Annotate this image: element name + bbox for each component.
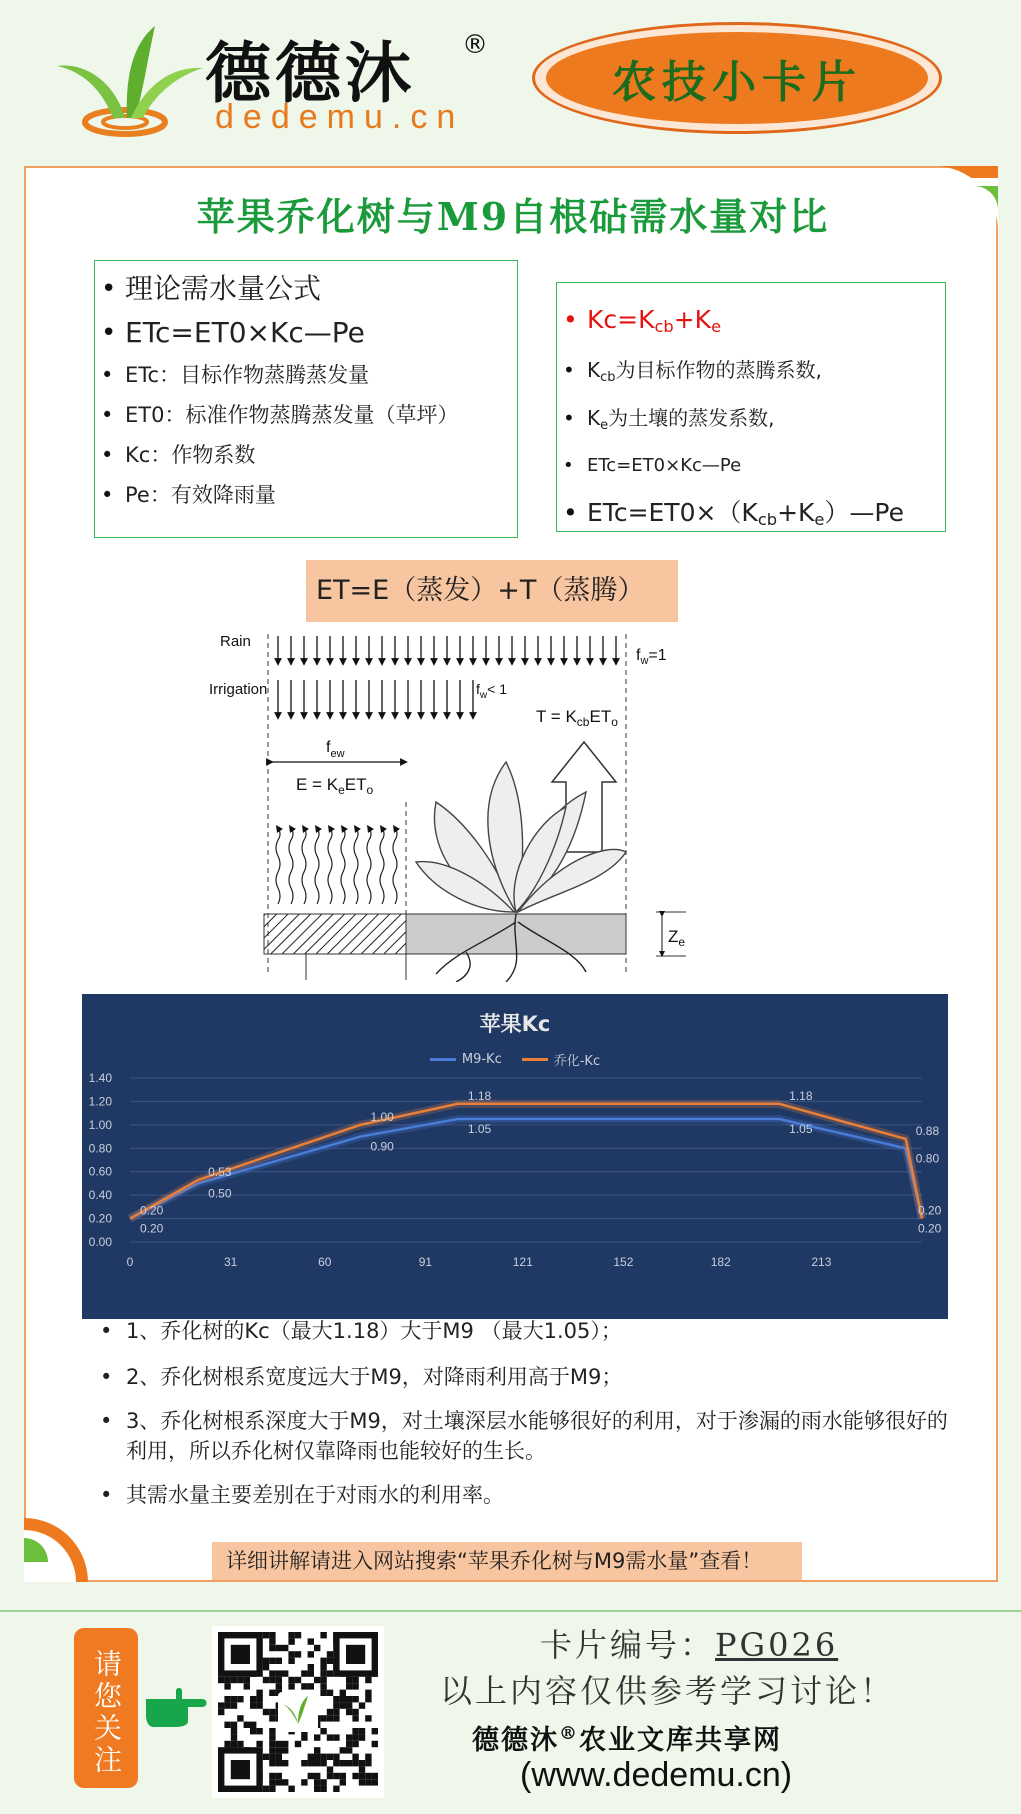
qr-module xyxy=(224,1702,230,1708)
qr-module xyxy=(320,1754,326,1760)
ke-description: • $K_e$为土壤的蒸发系数, xyxy=(557,398,945,446)
y-tick-label: 1.20 xyxy=(88,1094,112,1109)
qr-module xyxy=(333,1773,339,1779)
corner-leaf-icon xyxy=(24,1518,88,1582)
brand-logo-icon xyxy=(55,22,205,140)
qr-module xyxy=(314,1645,320,1651)
qr-module xyxy=(269,1779,275,1785)
qr-module xyxy=(256,1728,262,1734)
data-label: 0.80 xyxy=(915,1151,940,1166)
qr-module xyxy=(333,1715,339,1721)
list-item: • ETc=ET0×Kc—Pe xyxy=(95,311,517,355)
qr-module xyxy=(256,1702,262,1708)
qr-module xyxy=(231,1741,237,1747)
data-label: 0.53 xyxy=(208,1164,232,1179)
qr-module xyxy=(263,1664,269,1670)
qr-module xyxy=(346,1741,352,1747)
qr-module xyxy=(308,1760,314,1766)
qr-module xyxy=(282,1747,288,1753)
qr-module xyxy=(244,1722,250,1728)
qr-module xyxy=(346,1683,352,1689)
pointing-hand-icon xyxy=(142,1685,208,1729)
qr-module xyxy=(340,1747,346,1753)
qr-module xyxy=(352,1760,358,1766)
qr-module xyxy=(359,1766,365,1772)
qr-module xyxy=(372,1773,378,1779)
site-url[interactable]: (www.dedemu.cn) xyxy=(520,1756,793,1794)
qr-module xyxy=(333,1734,339,1740)
qr-module xyxy=(237,1715,243,1721)
irrigation-label: Irrigation xyxy=(209,681,268,698)
evaporation-squiggle xyxy=(354,828,358,904)
data-label: 1.18 xyxy=(789,1088,813,1103)
data-label: 0.90 xyxy=(370,1139,394,1154)
qr-module xyxy=(276,1741,282,1747)
qr-module xyxy=(256,1741,262,1747)
qr-module xyxy=(276,1773,282,1779)
header xyxy=(0,0,1021,160)
qr-module xyxy=(250,1696,256,1702)
qr-module xyxy=(244,1683,250,1689)
legend-item-standard: 乔化-Kc xyxy=(522,1050,600,1069)
qr-module xyxy=(352,1734,358,1740)
qr-module xyxy=(346,1696,352,1702)
qr-module xyxy=(276,1747,282,1753)
qr-module xyxy=(365,1690,371,1696)
qr-module xyxy=(365,1760,371,1766)
qr-module xyxy=(269,1786,275,1792)
evaporation-squiggle xyxy=(367,828,371,904)
qr-module xyxy=(314,1773,320,1779)
qr-module xyxy=(282,1779,288,1785)
qr-module xyxy=(327,1773,333,1779)
fw-equals-1-label: $f_w=1$ xyxy=(636,647,667,667)
card-title: 苹果乔化树与M9自根砧需水量对比 xyxy=(196,194,830,239)
x-tick-label: 182 xyxy=(710,1255,731,1269)
qr-module xyxy=(327,1709,333,1715)
list-item: • 理论需水量公式 xyxy=(95,267,517,311)
data-label: 0.20 xyxy=(918,1203,942,1218)
evaporation-squiggle xyxy=(380,828,384,904)
x-tick-label: 31 xyxy=(223,1255,238,1269)
data-label: 1.05 xyxy=(467,1122,492,1136)
qr-module xyxy=(231,1696,237,1702)
qr-module xyxy=(314,1747,320,1753)
qr-module xyxy=(327,1658,333,1664)
qr-module xyxy=(295,1632,301,1638)
qr-module xyxy=(346,1747,352,1753)
qr-module xyxy=(333,1696,339,1702)
qr-module xyxy=(301,1760,307,1766)
qr-module xyxy=(282,1741,288,1747)
qr-module xyxy=(365,1754,371,1760)
data-label: 0.50 xyxy=(208,1186,232,1201)
qr-module xyxy=(320,1632,326,1638)
evaporation-squiggle xyxy=(289,828,293,904)
qr-module xyxy=(288,1658,294,1664)
qr-module xyxy=(276,1645,282,1651)
rain-arrows xyxy=(278,636,616,662)
qr-module xyxy=(269,1760,275,1766)
qr-module xyxy=(314,1754,320,1760)
legend-item-m9: M9-Kc xyxy=(430,1050,502,1069)
qr-module xyxy=(327,1734,333,1740)
qr-module xyxy=(269,1709,275,1715)
qr-module xyxy=(269,1773,275,1779)
qr-module xyxy=(263,1677,269,1683)
qr-module xyxy=(372,1728,378,1734)
qr-module xyxy=(359,1702,365,1708)
fw-less-1-label: $f_w< 1$ xyxy=(476,681,507,701)
qr-module xyxy=(327,1715,333,1721)
qr-module xyxy=(269,1690,275,1696)
qr-code[interactable] xyxy=(212,1626,384,1798)
qr-module xyxy=(269,1632,275,1638)
qr-module xyxy=(276,1754,282,1760)
irrigation-arrows xyxy=(278,680,473,716)
qr-module xyxy=(320,1715,326,1721)
qr-module xyxy=(352,1715,358,1721)
t-formula-label: $T = K_{cb}ET_o$ xyxy=(536,707,618,729)
qr-module xyxy=(276,1760,282,1766)
qr-module xyxy=(340,1773,346,1779)
qr-module xyxy=(333,1786,339,1792)
qr-module xyxy=(320,1670,326,1676)
qr-module xyxy=(276,1779,282,1785)
qr-module xyxy=(359,1773,365,1779)
qr-module xyxy=(263,1754,269,1760)
qr-module xyxy=(365,1677,371,1683)
qr-module xyxy=(250,1702,256,1708)
qr-module xyxy=(288,1638,294,1644)
qr-module xyxy=(308,1651,314,1657)
qr-module xyxy=(352,1677,358,1683)
qr-module xyxy=(359,1779,365,1785)
qr-module xyxy=(231,1677,237,1683)
qr-module xyxy=(301,1670,307,1676)
y-tick-label: 0.40 xyxy=(88,1188,112,1203)
x-tick-label: 91 xyxy=(418,1255,433,1269)
registered-mark: ® xyxy=(462,30,488,60)
data-label: 0.20 xyxy=(140,1221,164,1236)
qr-module xyxy=(269,1715,275,1721)
qr-module xyxy=(340,1696,346,1702)
qr-logo-bg xyxy=(278,1692,318,1732)
qr-module xyxy=(352,1683,358,1689)
qr-module xyxy=(365,1715,371,1721)
qr-module xyxy=(231,1728,237,1734)
qr-module xyxy=(263,1709,269,1715)
kc-chart xyxy=(82,994,948,1319)
qr-module xyxy=(352,1696,358,1702)
qr-module xyxy=(224,1741,230,1747)
qr-module xyxy=(244,1677,250,1683)
info-card xyxy=(24,166,998,1582)
qr-finder xyxy=(346,1645,365,1664)
qr-module xyxy=(231,1734,237,1740)
qr-module xyxy=(320,1658,326,1664)
evaporation-squiggle xyxy=(328,828,332,904)
data-label: 1.00 xyxy=(370,1109,394,1124)
qr-module xyxy=(340,1779,346,1785)
qr-module xyxy=(250,1722,256,1728)
qr-module xyxy=(301,1779,307,1785)
x-tick-label: 121 xyxy=(512,1255,533,1269)
qr-module xyxy=(333,1754,339,1760)
evaporation-squiggle xyxy=(302,828,306,904)
list-item: • Kc：作物系数 xyxy=(95,435,517,475)
qr-module xyxy=(224,1683,230,1689)
kcb-description: • $K_{cb}$为目标作物的蒸腾系数, xyxy=(557,350,945,398)
kc-line-chart xyxy=(82,994,948,1319)
qr-module xyxy=(263,1658,269,1664)
qr-module xyxy=(224,1696,230,1702)
qr-module xyxy=(346,1702,352,1708)
qr-module xyxy=(314,1786,320,1792)
evaporation-squiggles xyxy=(276,828,397,904)
qr-module xyxy=(320,1779,326,1785)
qr-module xyxy=(288,1786,294,1792)
data-label: 1.05 xyxy=(789,1122,813,1136)
qr-module xyxy=(320,1677,326,1683)
qr-module xyxy=(269,1645,275,1651)
brand-name: 德德沐 xyxy=(205,35,415,112)
y-tick-label: 1.00 xyxy=(88,1117,112,1132)
qr-module xyxy=(269,1728,275,1734)
formula-box xyxy=(94,260,518,538)
qr-module xyxy=(269,1670,275,1676)
qr-module xyxy=(256,1690,262,1696)
qr-module xyxy=(327,1690,333,1696)
qr-module xyxy=(276,1683,282,1689)
kc-formula: • $Kc=K_{cb}+K_e$ xyxy=(557,297,945,350)
y-tick-label: 0.20 xyxy=(88,1211,112,1226)
qr-module xyxy=(269,1734,275,1740)
qr-module xyxy=(250,1728,256,1734)
qr-module xyxy=(224,1722,230,1728)
qr-module xyxy=(320,1690,326,1696)
data-label: 0.20 xyxy=(918,1221,942,1236)
data-label: 0.88 xyxy=(915,1123,940,1138)
qr-module xyxy=(314,1734,320,1740)
qr-module xyxy=(346,1760,352,1766)
qr-module xyxy=(269,1747,275,1753)
qr-module xyxy=(346,1677,352,1683)
qr-module xyxy=(308,1683,314,1689)
evaporation-squiggle xyxy=(315,828,319,904)
qr-module xyxy=(365,1696,371,1702)
qr-module xyxy=(276,1670,282,1676)
note-item: • 1、乔化树的Kc（最大1.18）大于M9 （最大1.05）； xyxy=(86,1316,966,1346)
qr-module xyxy=(295,1677,301,1683)
search-hint-banner: 详细讲解请进入网站搜索“苹果乔化树与M9需水量”查看！ xyxy=(212,1542,802,1580)
qr-module xyxy=(237,1677,243,1683)
qr-module xyxy=(365,1779,371,1785)
qr-module xyxy=(269,1638,275,1644)
ze-label: $Z_e$ xyxy=(668,927,686,949)
note-item: • 3、乔化树根系深度大于M9，对土壤深层水能够很好的利用，对于渗漏的雨水能够很好的利用，所以乔化树仅靠降雨也能较好的生长。 xyxy=(86,1406,966,1466)
qr-module xyxy=(301,1734,307,1740)
qr-module xyxy=(308,1664,314,1670)
qr-module xyxy=(237,1696,243,1702)
qr-module xyxy=(276,1677,282,1683)
y-tick-label: 0.00 xyxy=(88,1235,112,1249)
qr-module xyxy=(263,1786,269,1792)
qr-module xyxy=(327,1754,333,1760)
qr-module xyxy=(288,1677,294,1683)
qr-module xyxy=(320,1786,326,1792)
note-item: • 2、乔化树根系宽度远大于M9，对降雨利用高于M9； xyxy=(86,1362,966,1392)
qr-module xyxy=(308,1773,314,1779)
evaporation-squiggle xyxy=(276,828,280,904)
follow-us-label: 请您关注 xyxy=(74,1628,138,1788)
qr-finder xyxy=(231,1645,250,1664)
qr-module xyxy=(346,1709,352,1715)
data-label: 0.20 xyxy=(140,1203,164,1218)
y-tick-label: 1.40 xyxy=(88,1071,112,1085)
etc-expanded-formula: • $ETc=ET0\times(K_{cb}+K_e)—Pe$ xyxy=(557,486,945,547)
qr-module xyxy=(320,1728,326,1734)
qr-module xyxy=(308,1754,314,1760)
qr-module xyxy=(314,1677,320,1683)
qr-module xyxy=(340,1760,346,1766)
qr-module xyxy=(288,1632,294,1638)
qr-module xyxy=(320,1760,326,1766)
qr-module xyxy=(340,1702,346,1708)
qr-module xyxy=(327,1651,333,1657)
kc-formula-box xyxy=(556,282,946,532)
et-formula-banner: ET=E（蒸发）+T（蒸腾） xyxy=(306,560,678,622)
rain-label: Rain xyxy=(220,633,251,650)
qr-module xyxy=(320,1664,326,1670)
qr-module xyxy=(352,1741,358,1747)
qr-module xyxy=(327,1766,333,1772)
x-tick-label: 152 xyxy=(613,1255,634,1269)
qr-module xyxy=(372,1779,378,1785)
few-label: $f_{ew}$ xyxy=(326,739,345,760)
x-tick-label: 213 xyxy=(811,1255,832,1269)
qr-module xyxy=(218,1709,224,1715)
note-item: • 其需水量主要差别在于对雨水的利用率。 xyxy=(86,1480,966,1510)
evaporation-squiggle xyxy=(393,828,397,904)
qr-module xyxy=(269,1754,275,1760)
qr-module xyxy=(269,1677,275,1683)
qr-module xyxy=(224,1677,230,1683)
list-item: • ETc：目标作物蒸腾蒸发量 xyxy=(95,355,517,395)
chart-title: 苹果Kc xyxy=(479,1012,551,1036)
qr-module xyxy=(263,1632,269,1638)
legend-swatch xyxy=(430,1058,456,1061)
qr-module xyxy=(340,1690,346,1696)
qr-module xyxy=(231,1722,237,1728)
card-number: 卡片编号：PG026 xyxy=(540,1626,839,1664)
qr-module xyxy=(359,1734,365,1740)
chart-legend xyxy=(82,1050,948,1069)
x-tick-label: 60 xyxy=(318,1255,332,1269)
qr-finder xyxy=(231,1760,250,1779)
qr-module xyxy=(256,1696,262,1702)
list-item: • Pe：有效降雨量 xyxy=(95,475,517,515)
legend-swatch xyxy=(522,1058,548,1061)
qr-module xyxy=(359,1728,365,1734)
qr-module xyxy=(352,1709,358,1715)
qr-module xyxy=(237,1741,243,1747)
qr-module xyxy=(352,1773,358,1779)
qr-module xyxy=(359,1760,365,1766)
qr-module xyxy=(276,1658,282,1664)
y-tick-label: 0.60 xyxy=(88,1164,112,1179)
qr-module xyxy=(320,1683,326,1689)
qr-module xyxy=(282,1670,288,1676)
qr-module xyxy=(333,1702,339,1708)
list-item: • ETc=ET0×Kc—Pe xyxy=(557,446,945,486)
qr-module xyxy=(301,1683,307,1689)
e-formula-label: $E = K_eET_o$ xyxy=(296,775,374,797)
site-name: 德德沐®农业文库共享网 xyxy=(472,1723,782,1756)
qr-module xyxy=(352,1728,358,1734)
list-item: • ET0：标准作物蒸腾蒸发量（草坪） xyxy=(95,395,517,435)
notes-list xyxy=(86,1316,966,1524)
card-type-badge: 农技小卡片 xyxy=(546,32,928,124)
qr-module xyxy=(327,1670,333,1676)
qr-module xyxy=(308,1638,314,1644)
evapotranspiration-diagram xyxy=(206,622,766,982)
qr-module xyxy=(218,1702,224,1708)
qr-module xyxy=(352,1754,358,1760)
qr-module xyxy=(333,1760,339,1766)
x-tick-label: 0 xyxy=(126,1255,134,1269)
qr-module xyxy=(295,1651,301,1657)
divider xyxy=(0,1610,1021,1612)
qr-module xyxy=(372,1741,378,1747)
data-label: 1.18 xyxy=(467,1088,492,1103)
qr-module xyxy=(346,1734,352,1740)
qr-module xyxy=(365,1773,371,1779)
qr-module xyxy=(282,1645,288,1651)
qr-module xyxy=(288,1651,294,1657)
qr-module xyxy=(218,1677,224,1683)
qr-module xyxy=(333,1709,339,1715)
qr-module xyxy=(288,1683,294,1689)
qr-module xyxy=(314,1760,320,1766)
qr-module xyxy=(308,1670,314,1676)
brand-url[interactable]: dedemu.cn xyxy=(215,98,465,136)
qr-module xyxy=(314,1779,320,1785)
qr-module xyxy=(282,1760,288,1766)
qr-module xyxy=(231,1702,237,1708)
qr-module xyxy=(269,1658,275,1664)
disclaimer: 以上内容仅供参考学习讨论！ xyxy=(440,1672,896,1710)
qr-module xyxy=(269,1741,275,1747)
evaporation-squiggle xyxy=(341,828,345,904)
y-tick-label: 0.80 xyxy=(88,1141,112,1156)
qr-module xyxy=(295,1741,301,1747)
